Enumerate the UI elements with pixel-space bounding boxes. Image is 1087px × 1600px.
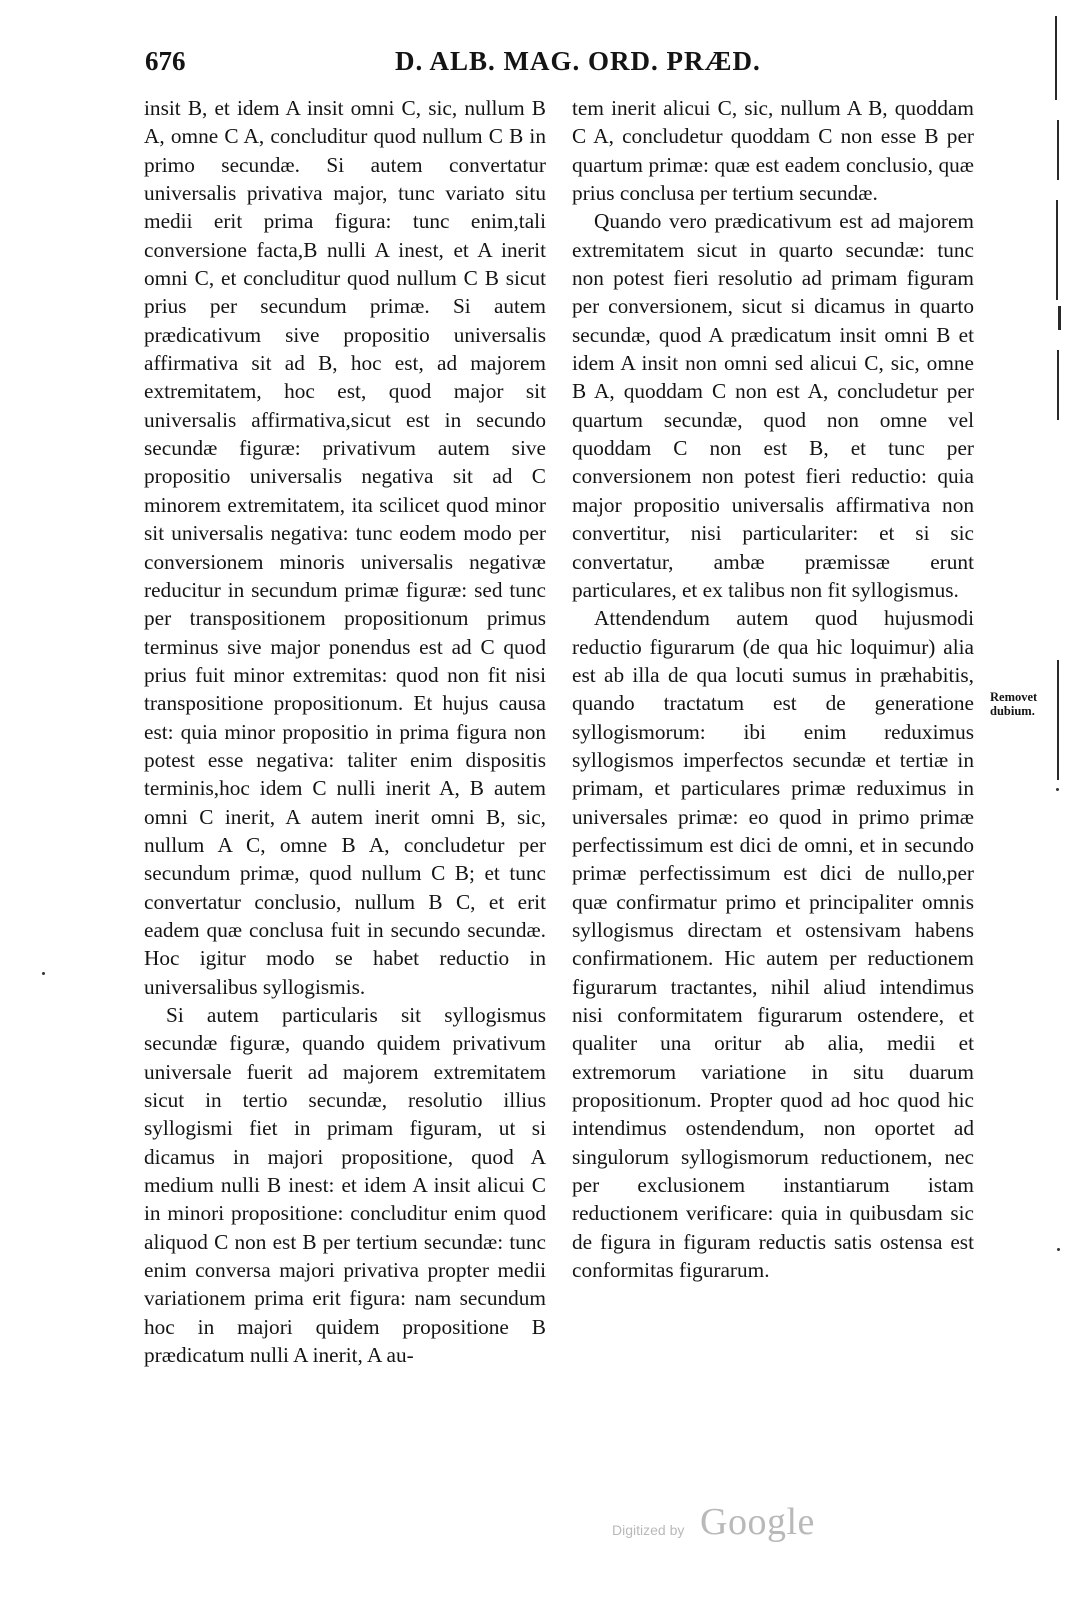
running-title: D. ALB. MAG. ORD. PRÆD. [395, 46, 761, 76]
margin-note-line-1: Removet [990, 690, 1038, 704]
left-paragraph-1: insit B, et idem A insit omni C, sic, nullum B A, omne C A, concluditur quod nullum C B in primo secundæ. Si autem convertatur universalis privativa major, tunc variato situ medii erit prima figura: tunc enim,tali conversione facta,B nulli A inest, et A inerit omni C, et concluditur quod nullum C B sicut prius per secundum primæ. Si autem prædicativum sive propositio universalis affirmativa sit ad B, hoc est, ad majorem extremitatem, hoc est, quod major sit universalis affirmativa,sicut est in secundo secundæ figuræ: privativum autem sive propositio universalis negativa sit ad C minorem extremitatem, ita scilicet quod minor sit universalis negativa: tunc eodem modo per conversionem minoris universalis negativæ reducitur in secundum primæ figuræ: sed tunc per transpositionem propositionum primus terminus sive major ponendus est ad C quod prius fuit minor extremitas: quod non fit nisi transpositione propositionum. Et hujus causa est: quia minor propositio in prima figura non potest esse negativa: taliter enim dispositis terminis,hoc idem C nulli inerit A, B autem omni C inerit, A autem inerit omni B, sic, nullum A C, omne B A, concludetur per secundum primæ, quod nullum C B; et tunc convertatur conclusio, nullum B C, et erit eadem quæ conclusa fuit in secundo secundæ. Hoc igitur modo se habet reductio in universalibus syllogismis. [144, 96, 546, 999]
right-paragraph-2: Quando vero prædicativum est ad majorem extremitatem sicut in quarto secundæ: tunc non potest fieri resolutio ad primam figuram per conversionem, sicut si dicamus in quarto secundæ, quod A prædicatum insit omni B et idem A insit non omni sed alicui C, sic, omne B A, quoddam C non est A, concludetur per quartum secundæ, quod non omne vel quoddam C non est B, et tunc per conversionem non potest fieri reductio: quia major propositio universalis affirmativa non convertitur, nisi particulariter: et si sic convertatur, ambæ præmissæ erunt particulares, et ex talibus non fit syllogismus. [572, 209, 974, 602]
scan-edge-line-5 [1057, 350, 1059, 420]
scan-edge-line-3 [1056, 200, 1058, 300]
scan-edge-line-1 [1055, 16, 1057, 100]
digitized-by-google-watermark [612, 1500, 852, 1546]
left-column [144, 94, 546, 1369]
page-number: 676 [145, 46, 186, 76]
margin-note [990, 690, 1062, 718]
page-header [145, 46, 975, 86]
scan-edge-line-6 [1057, 660, 1059, 780]
google-logo: Google [700, 1501, 815, 1543]
scan-edge-dot-1 [1056, 788, 1059, 791]
scan-edge-dot-2 [1057, 1248, 1060, 1251]
right-paragraph-1: tem inerit alicui C, sic, nullum A B, quoddam C A, concludetur quoddam C non esse B per quartum primæ: quæ est eadem conclusio, quæ prius conclusa per tertium secundæ. [572, 96, 974, 206]
scan-edge-line-2 [1057, 120, 1059, 180]
right-column [572, 94, 974, 1284]
margin-note-line-2: dubium. [990, 704, 1035, 718]
watermark-small-text: Digitized by [612, 1522, 685, 1538]
left-paragraph-2: Si autem particularis sit syllogismus secundæ figuræ, quando quidem privativum universale fuerit ad majorem extremitatem sicut in tertio secundæ, resolutio illius syllogismi fiet in primam figuram, ut si dicamus in majori propositione, quod A medium nulli B inest: et idem A insit alicui C in minori propositione: concluditur enim quod aliquod C non est B per tertium secundæ: tunc enim conversa majori privativa propter medii variationem prima erit figura: nam secundum hoc in majori quidem propositione B prædicatum nulli A inerit, A au- [144, 1003, 546, 1368]
right-paragraph-3: Attendendum autem quod hujusmodi reductio figurarum (de qua hic loquimur) alia est ab illa de qua locuti sumus in præhabitis, quando tractatum est de generatione syllogismorum: ibi enim reduximus syllogismos imperfectos secundæ et tertiæ in primam, et particulares primæ reduximus in universales primæ: eo quod in primo primæ perfectissimum est dici de omni, et in secundo primæ perfectissimum est dici de nullo,per quæ confirmatur primo et principaliter omnis syllogismus directam et ostensivam habens confirmationem. Hic autem per reductionem figurarum tractantes, nihil aliud intendimus nisi conformitatem figurarum ostendere, et qualiter una oritur ab alia, medii et extremorum variatione in situ duarum propositionum. Propter quod ad hoc quod hic intendimus ostendendum, non oportet ad singulorum syllogismorum reductionem, nec per exclusionem instantiarum istam reductionem verificare: quia in quibusdam sic de figura in figuram reductis satis ostensa est conformitas figurarum. [572, 606, 974, 1283]
scan-edge-dot-3 [42, 972, 45, 975]
scan-edge-line-4 [1058, 306, 1061, 330]
